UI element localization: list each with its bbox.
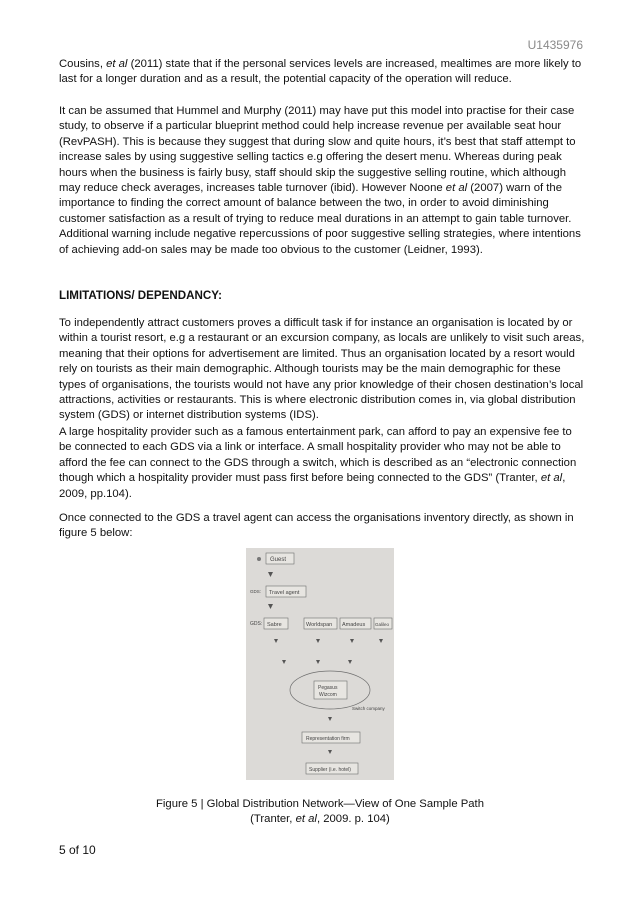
- caption-citation-run: , 2009. p. 104): [316, 813, 390, 826]
- section-heading-limitations: LIMITATIONS/ DEPENDANCY:: [59, 289, 222, 302]
- text-run: Cousins,: [59, 58, 107, 70]
- paragraph-cousins: [59, 57, 585, 88]
- arrow-down-icon: [350, 639, 354, 643]
- amadeus-label: Amadeus: [342, 622, 366, 628]
- pegasus-label: Pegasus: [318, 685, 338, 691]
- wizcom-label: Wizcom: [319, 692, 337, 698]
- caption-citation-run: (Tranter,: [250, 813, 296, 826]
- galileo-label: Galileo: [375, 622, 390, 627]
- arrow-down-icon: [268, 572, 273, 577]
- switch-company-label: Switch company: [352, 706, 385, 711]
- supplier-label: Supplier (i.e. hotel): [309, 767, 351, 773]
- arrow-down-icon: [268, 604, 273, 609]
- sabre-label: Sabre: [267, 622, 282, 628]
- arrow-down-icon: [348, 660, 352, 664]
- arrow-down-icon: [282, 660, 286, 664]
- guest-bullet-icon: [257, 557, 261, 561]
- travel-agent-label: Travel agent: [269, 590, 300, 596]
- paragraph-gds-travel-agent: Once connected to the GDS a travel agent can access the organisations inventory directly, as shown in figure 5 below:: [59, 512, 574, 540]
- italic-et-al: et al: [106, 58, 128, 70]
- arrow-down-icon: [316, 639, 320, 643]
- arrow-down-icon: [328, 717, 332, 721]
- guest-label: Guest: [270, 557, 287, 563]
- text-run: It can be assumed that Hummel and Murphy (2011) may have put this model into practise for their case study, to observe if a particular blueprint method could help increase revenue per available seat hour (RevPASH). This is because they suggest that during slow and quite hours, it’s best that staff attempt to increase sales by using suggestive selling tactics e.g offering the desert menu. Whereas during peak hours when the business is fairly busy, staff should skip the suggestive selling routine, which although may reduce check averages, increases table turnover (ibid). However Noone: [59, 105, 576, 195]
- representation-firm-label: Representation firm: [306, 736, 350, 742]
- italic-et-al: et al: [540, 472, 563, 485]
- arrow-down-icon: [316, 660, 320, 664]
- arrow-down-icon: [274, 639, 278, 643]
- text-run: (2007) warn of the importance to finding the correct amount of balance between the two, in order to avoid diminishing customer satisfaction as a result of trying to reduce meal durations in an attempt to gain table turnover. Additional warning include negative repercussions of poor suggestive selling strategies, where intentions of achieving add-on sales may be made too obvious to the customer (Leidner, 1993).: [59, 182, 581, 256]
- figure-caption: [150, 797, 490, 828]
- italic-et-al: et al: [295, 813, 317, 826]
- gds-network-diagram: [246, 548, 394, 780]
- page-number: 5 of 10: [59, 843, 96, 857]
- caption-line-1: Figure 5 | Global Distribution Network—View of One Sample Path: [156, 798, 484, 810]
- paragraph-hospitality-provider: [59, 425, 585, 502]
- arrow-down-icon: [328, 750, 332, 754]
- arrow-down-icon: [379, 639, 383, 643]
- paragraph-hummel-murphy: [59, 104, 585, 258]
- text-run: (2011) state that if the personal services levels are increased, mealtimes are more likely to last for a longer duration and as a result, the potential capacity of the operation will reduce.: [59, 58, 582, 86]
- worldspan-label: Worldspan: [306, 622, 333, 628]
- paragraph-tourist-resort: To independently attract customers proves a difficult task if for instance an organisation is located by or within a tourist resort, e.g a restaurant or an excursion company, as locals are unlikely to visit such areas, meaning that their options for advertisement are limited. Thus an organisation located by a resort would rely on tourists as their main demographic. Although tourists may be the main demographic for these types of organisations, the tourists would not have any prior knowledge of their chosen destination’s local attractions, activities or restaurants. This is where electronic distribution comes in, via global distribution system (GDS) or internet distribution systems (IDS).: [59, 317, 585, 422]
- figure-gds-diagram: [246, 548, 394, 780]
- gds-row-label: GDS:: [250, 621, 263, 627]
- text-run: , 2009, pp.104).: [59, 472, 566, 500]
- document-id: U1435976: [527, 38, 583, 52]
- text-run: A large hospitality provider such as a famous entertainment park, can afford to pay an expensive fee to be connected to each GDS via a link or interface. A small hospitality provider who may not be able to afford the fee can connect to the GDS through a switch, which is described as an “electronic connection though which a hospitality provider must pass first before being connected to the GDS” (Tranter,: [59, 426, 577, 485]
- gds-small-label: GDS:: [250, 589, 262, 594]
- italic-et-al: et al: [445, 182, 468, 195]
